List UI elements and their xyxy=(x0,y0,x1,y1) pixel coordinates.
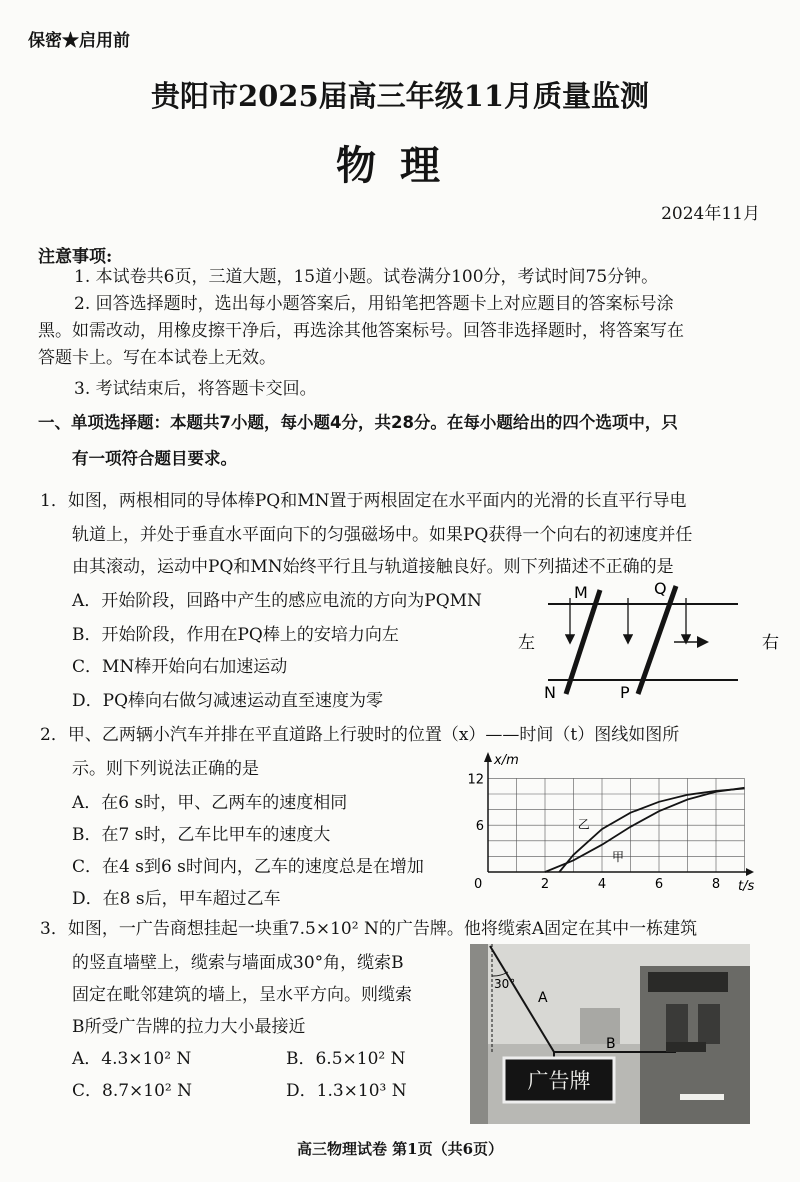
page-footer: 高三物理试卷 第1页（共6页） xyxy=(296,1140,504,1158)
q1-stem-2: 轨道上，并处于垂直水平面向下的匀强磁场中。如果PQ获得一个向右的初速度并任 xyxy=(72,525,693,545)
label-left: 左 xyxy=(518,633,535,653)
label-q: Q xyxy=(654,579,667,598)
q1-option-b: B．开始阶段，作用在PQ棒上的安培力向左 xyxy=(72,625,399,645)
label-n: N xyxy=(544,683,556,702)
label-right: 右 xyxy=(762,633,779,653)
q1-option-c: C．MN棒开始向右加速运动 xyxy=(72,657,288,677)
q2-option-b: B．在7 s时，乙车比甲车的速度大 xyxy=(72,825,331,845)
q1-option-d: D．PQ棒向右做匀减速运动直至速度为零 xyxy=(72,691,384,711)
section1-heading: 一、单项选择题：本题共7小题，每小题4分，共28分。在每小题给出的四个选项中，只 xyxy=(38,413,678,432)
rod-mn xyxy=(566,590,600,694)
y-axis-label: x/m xyxy=(494,753,519,768)
note-1: 1. 本试卷共6页，三道大题，15道小题。试卷满分100分，考试时间75分钟。 xyxy=(74,267,659,287)
notes-heading: 注意事项: xyxy=(38,247,113,267)
q3-stem-1: 3．如图，一广告商想挂起一块重7.5×10² N的广告牌。他将缆索A固定在其中一栋建筑 xyxy=(40,919,698,939)
note-3: 3. 考试结束后，将答题卡交回。 xyxy=(74,379,317,399)
q1-rail-diagram xyxy=(508,578,788,710)
left-wall xyxy=(470,944,488,1124)
q3-billboard-figure xyxy=(470,944,750,1124)
x-axis-label: t/s xyxy=(738,879,755,894)
x-tick-label: 6 xyxy=(654,877,664,892)
q3-option-b: B．6.5×10² N xyxy=(286,1049,406,1069)
q3-option-c: C．8.7×10² N xyxy=(72,1081,193,1101)
street-sign xyxy=(680,1094,724,1100)
note-2-cont2: 答题卡上。写在本试卷上无效。 xyxy=(38,348,276,368)
angle-label: 30° xyxy=(494,977,516,991)
exam-title: 贵阳市2025届高三年级11月质量监测 xyxy=(150,79,650,113)
building-window xyxy=(698,1004,720,1044)
x-tick-label: 0 xyxy=(474,877,483,892)
section1-heading-cont: 有一项符合题目要求。 xyxy=(72,449,237,468)
billboard-text: 广告牌 xyxy=(527,1069,591,1093)
rod-pq xyxy=(638,586,676,694)
y-tick-label: 6 xyxy=(475,819,484,835)
x-tick-label: 2 xyxy=(540,877,550,892)
q3-stem-4: B所受广告牌的拉力大小最接近 xyxy=(72,1017,306,1037)
x-tick-label: 4 xyxy=(597,877,607,892)
y-axis-arrow xyxy=(484,752,492,762)
q1-stem-1: 1．如图，两根相同的导体棒PQ和MN置于两根固定在水平面内的光滑的长直平行导电 xyxy=(40,491,687,511)
building-window xyxy=(666,1004,688,1044)
q2-xt-chart xyxy=(467,748,770,896)
note-2-cont: 黑。如需改动，用橡皮擦干净后，再选涂其他答案标号。回答非选择题时，将答案写在 xyxy=(38,321,684,341)
q2-option-d: D．在8 s后，甲车超过乙车 xyxy=(72,889,281,909)
cable-b-label: B xyxy=(606,1036,616,1052)
series-label-0: 甲 xyxy=(611,850,624,865)
balcony xyxy=(666,1042,706,1052)
subject-title: 物理 xyxy=(336,142,464,189)
q3-option-d: D．1.3×10³ N xyxy=(286,1081,407,1101)
q1-option-a: A．开始阶段，回路中产生的感应电流的方向为PQMN xyxy=(72,591,482,611)
label-p: P xyxy=(620,683,630,702)
q1-stem-3: 由其滚动，运动中PQ和MN始终平行且与轨道接触良好。则下列描述不正确的是 xyxy=(72,557,674,577)
confidential-label: 保密★启用前 xyxy=(28,31,130,51)
label-m: M xyxy=(574,583,588,602)
q2-stem-1: 2．甲、乙两辆小汽车并排在平直道路上行驶时的位置（x）——时间（t）图线如图所 xyxy=(40,725,680,745)
note-2: 2. 回答选择题时，选出每小题答案后，用铅笔把答题卡上对应题目的答案标号涂 xyxy=(74,294,674,314)
q2-option-c: C．在4 s到6 s时间内，乙车的速度总是在增加 xyxy=(72,857,424,877)
q3-stem-2: 的竖直墙壁上，缆索与墙面成30°角，缆索B xyxy=(72,953,404,973)
building-ledge xyxy=(648,972,728,992)
q3-option-a: A．4.3×10² N xyxy=(72,1049,192,1069)
y-tick-label: 12 xyxy=(467,772,484,788)
cable-a-label: A xyxy=(538,990,548,1006)
series-label-1: 乙 xyxy=(577,817,590,832)
x-tick-label: 8 xyxy=(711,877,721,892)
exam-date: 2024年11月 xyxy=(661,204,760,224)
q2-stem-2: 示。则下列说法正确的是 xyxy=(72,759,259,779)
q2-option-a: A．在6 s时，甲、乙两车的速度相同 xyxy=(72,793,348,813)
q3-stem-3: 固定在毗邻建筑的墙上，呈水平方向。则缆索 xyxy=(72,985,412,1005)
x-axis-arrow xyxy=(746,868,754,876)
series-line-0 xyxy=(545,788,745,872)
